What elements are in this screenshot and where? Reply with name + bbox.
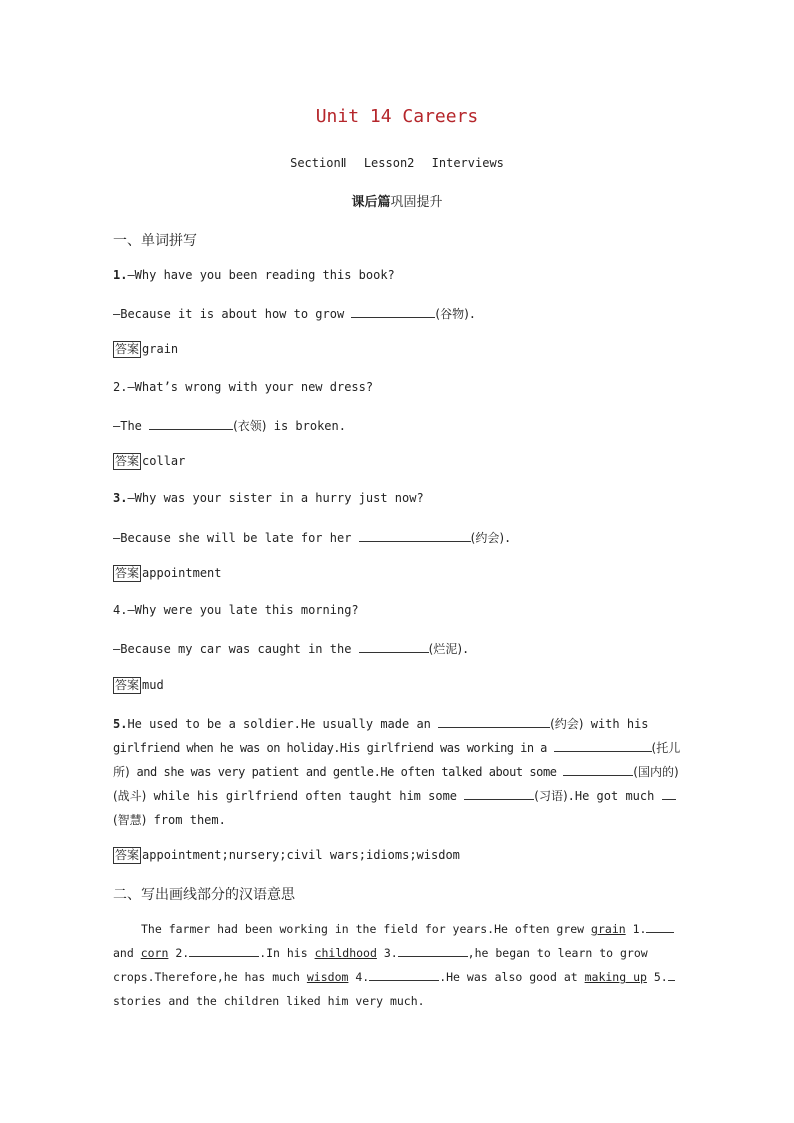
section-subtitle — [0, 156, 794, 170]
q4-prompt-text: —Because my car was caught in the — [113, 642, 359, 656]
q2-answer-text: collar — [142, 454, 186, 468]
q2-blank[interactable] — [149, 417, 233, 430]
q5-text-4: while his girlfriend often taught him some — [146, 789, 465, 803]
q5-text-5: from them. — [146, 813, 226, 827]
underlined-wisdom: wisdom — [306, 970, 349, 984]
underlined-making-up: making up — [584, 970, 647, 984]
q5-answer-text: appointment;nursery;civil wars;idioms;wisdom — [142, 848, 460, 862]
q5-blank-3[interactable] — [563, 763, 633, 776]
q5-hint-3: (国内的) — [633, 765, 679, 779]
blank-label-1: 1. — [625, 922, 647, 936]
q5-answer-tag: 答案 — [115, 848, 140, 862]
q2-prompt-text: —The — [113, 419, 150, 433]
q3-number: 3. — [113, 491, 128, 505]
q2-prompt-end: is broken. — [266, 419, 346, 433]
q1-prompt-text: —Because it is about how to grow — [113, 307, 352, 321]
q5-line-2 — [113, 739, 680, 756]
q3-prompt-text: —Because she will be late for her — [113, 531, 359, 545]
practice-heading — [0, 191, 794, 210]
part2-heading: 二、写出画线部分的汉语意思 — [113, 887, 295, 903]
q4-answer-tag: 答案 — [115, 678, 140, 692]
passage-text-2: and — [113, 946, 141, 960]
q1-answer-tag: 答案 — [115, 342, 140, 356]
blank-label-4: 4. — [348, 970, 370, 984]
q3-prompt — [113, 529, 511, 546]
q4-question — [113, 603, 359, 617]
passage — [113, 917, 683, 1013]
q2-prompt — [113, 417, 346, 434]
q3-answer — [113, 565, 222, 582]
q5-blank-2[interactable] — [554, 739, 652, 752]
q3-answer-text: appointment — [142, 566, 222, 580]
q5-number: 5. — [113, 717, 128, 731]
q2-answer-tag: 答案 — [115, 454, 140, 468]
q5-text-4b: .He got much — [567, 789, 662, 803]
passage-blank-2[interactable] — [189, 944, 259, 957]
passage-blank-1[interactable] — [646, 920, 674, 933]
q2-number: 2. — [113, 380, 128, 394]
q4-answer-text: mud — [142, 678, 164, 692]
topic-label: Interviews — [431, 156, 504, 170]
passage-text-2c: ,he began to learn to grow — [467, 946, 648, 960]
q5-hint-2: (托儿 — [651, 741, 681, 755]
q5-line-3 — [113, 763, 679, 780]
q2-question — [113, 380, 373, 394]
q4-answer — [113, 677, 164, 694]
q1-answer — [113, 341, 178, 358]
q5-text-3: and she was very patient and gentle.He often talked about some — [129, 765, 564, 779]
q1-blank[interactable] — [351, 305, 435, 318]
q5-text-1b: with his — [583, 717, 649, 731]
blank-label-2: 2. — [168, 946, 190, 960]
q5-blank-5[interactable] — [662, 787, 676, 800]
lesson-label: Lesson2 — [363, 156, 415, 170]
page-title: Unit 14 Careers — [315, 106, 479, 127]
q1-hint: (谷物) — [435, 307, 469, 321]
q4-prompt — [113, 640, 469, 657]
q3-answer-tag: 答案 — [115, 566, 140, 580]
q4-prompt-end: . — [462, 642, 470, 656]
passage-text-4: stories and the children liked him very much. — [113, 994, 425, 1008]
q3-blank[interactable] — [359, 529, 471, 542]
q1-question-text: —Why have you been reading this book? — [127, 268, 395, 282]
blank-label-5: 5. — [646, 970, 668, 984]
section-label: SectionⅡ — [290, 156, 347, 170]
passage-blank-5[interactable] — [668, 968, 675, 981]
passage-blank-4[interactable] — [369, 968, 439, 981]
q5-hint-5: (智慧) — [113, 813, 147, 827]
q5-line-4 — [113, 787, 676, 804]
q1-answer-text: grain — [142, 342, 179, 356]
underlined-grain: grain — [591, 922, 626, 936]
blank-label-3: 3. — [376, 946, 398, 960]
passage-row-2 — [113, 941, 683, 965]
q2-answer — [113, 453, 185, 470]
underlined-corn: corn — [140, 946, 169, 960]
passage-row-4 — [113, 989, 683, 1013]
q5-text-1: He used to be a soldier.He usually made an — [127, 717, 439, 731]
q5-hint-4: (习语) — [534, 789, 568, 803]
q2-hint: (衣领) — [233, 419, 267, 433]
passage-text-1: The farmer had been working in the field for years.He often grew — [141, 922, 592, 936]
q5-line-1 — [113, 715, 649, 732]
q4-blank[interactable] — [359, 640, 429, 653]
practice-heading-bold: 课后篇 — [351, 195, 391, 210]
underlined-childhood: childhood — [314, 946, 377, 960]
practice-heading-rest: 巩固提升 — [390, 195, 443, 210]
q4-number: 4. — [113, 603, 128, 617]
q2-question-text: —What’s wrong with your new dress? — [127, 380, 374, 394]
q3-prompt-end: . — [504, 531, 512, 545]
q1-number: 1. — [113, 268, 128, 282]
passage-text-3: crops.Therefore,he has much — [113, 970, 307, 984]
passage-row-3 — [113, 965, 683, 989]
q1-question — [113, 268, 395, 282]
q4-hint: (烂泥) — [428, 642, 463, 656]
passage-row-1 — [113, 917, 683, 941]
q4-question-text: —Why were you late this morning? — [127, 603, 359, 617]
q3-hint: (约会) — [470, 531, 505, 545]
q3-question — [113, 491, 424, 505]
q5-answer — [113, 847, 460, 864]
q5-blank-1[interactable] — [438, 715, 550, 728]
passage-blank-3[interactable] — [398, 944, 468, 957]
q5-hint-3b: (战斗) — [113, 789, 147, 803]
q5-text-2: girlfriend when he was on holiday.His girlfriend was working in a — [113, 741, 554, 755]
passage-text-3b: .He was also good at — [439, 970, 585, 984]
q5-line-5 — [113, 811, 226, 828]
q1-prompt — [113, 305, 476, 322]
q5-hint-2b: 所) — [113, 765, 130, 779]
passage-text-2b: .In his — [259, 946, 315, 960]
part1-heading: 一、单词拼写 — [113, 233, 197, 249]
q5-hint-1: (约会) — [550, 717, 584, 731]
q1-prompt-end: . — [468, 307, 477, 321]
q5-blank-4[interactable] — [464, 787, 534, 800]
q3-question-text: —Why was your sister in a hurry just now? — [127, 491, 424, 505]
